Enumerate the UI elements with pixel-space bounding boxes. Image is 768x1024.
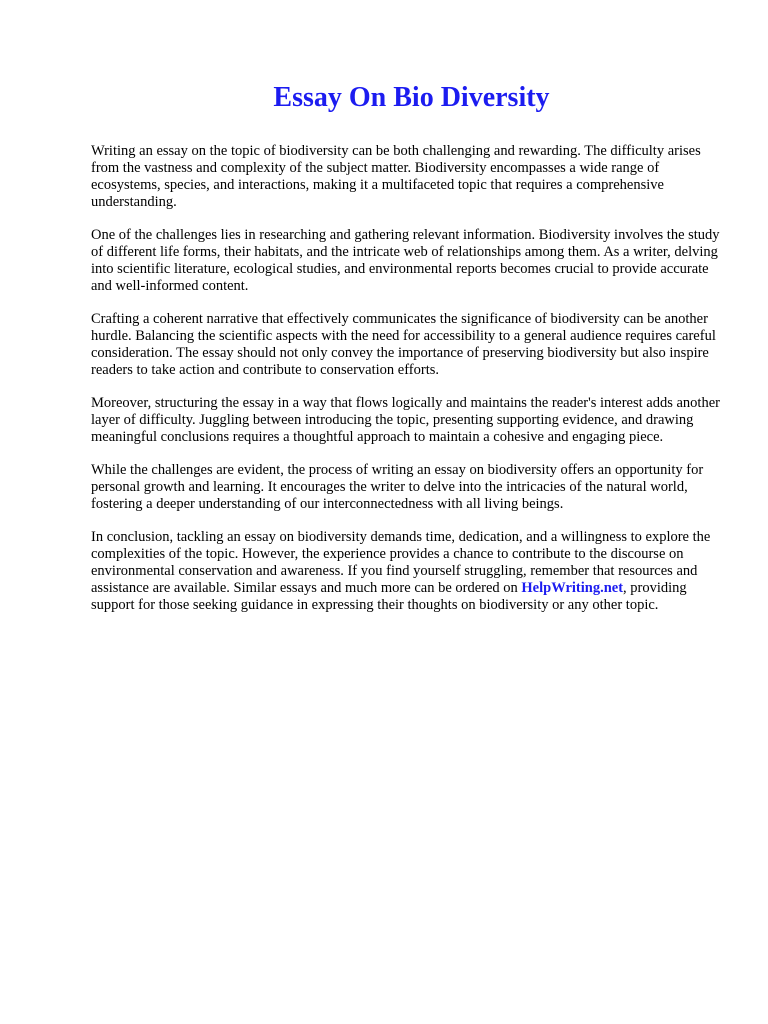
paragraph-1: Writing an essay on the topic of biodiversity can be both challenging and rewarding. The difficulty arises from the vastness and complexity of the subject matter. Biodiversity encompasses a wide range of ecosystems, species, and interactions, making it a multifaceted topic that requires a comprehensive understanding. <box>91 143 701 210</box>
conclusion-text-after-link: , providing support for those seeking guidance in expressing their thoughts on biodiversity or any other topic. <box>91 580 687 613</box>
paragraph-4: Moreover, structuring the essay in a way that flows logically and maintains the reader's interest adds another layer of difficulty. Juggling between introducing the topic, presenting supporting evidence, and drawing meaningful conclusions requires a thoughtful approach to maintain a cohesive and engaging piece. <box>91 395 720 445</box>
essay-body <box>91 143 723 614</box>
paragraph-2: One of the challenges lies in researching and gathering relevant information. Biodiversity involves the study of different life forms, their habitats, and the intricate web of relationships among them. As a writer, delving into scientific literature, ecological studies, and environmental reports becomes crucial to provide accurate and well-informed content. <box>91 227 720 294</box>
helpwriting-link[interactable]: HelpWriting.net <box>521 580 624 596</box>
paragraph-3: Crafting a coherent narrative that effectively communicates the significance of biodiversity can be another hurdle. Balancing the scientific aspects with the need for accessibility to a general audience requires careful consideration. The essay should not only convey the importance of preserving biodiversity but also inspire readers to take action and contribute to conservation efforts. <box>91 311 716 378</box>
paragraph-5: While the challenges are evident, the process of writing an essay on biodiversity offers an opportunity for personal growth and learning. It encourages the writer to delve into the intricacies of the natural world, fostering a deeper understanding of our interconnectedness with all living beings. <box>91 462 704 512</box>
page-title: Essay On Bio Diversity <box>273 82 550 113</box>
conclusion-text-before-link: In conclusion, tackling an essay on biodiversity demands time, dedication, and a willingness to explore the complexities of the topic. However, the experience provides a chance to contribute to the discourse on environmental conservation and awareness. If you find yourself struggling, remember that resources and assistance are available. Similar essays and much more can be ordered on <box>91 529 711 596</box>
paragraph-conclusion <box>91 529 723 614</box>
